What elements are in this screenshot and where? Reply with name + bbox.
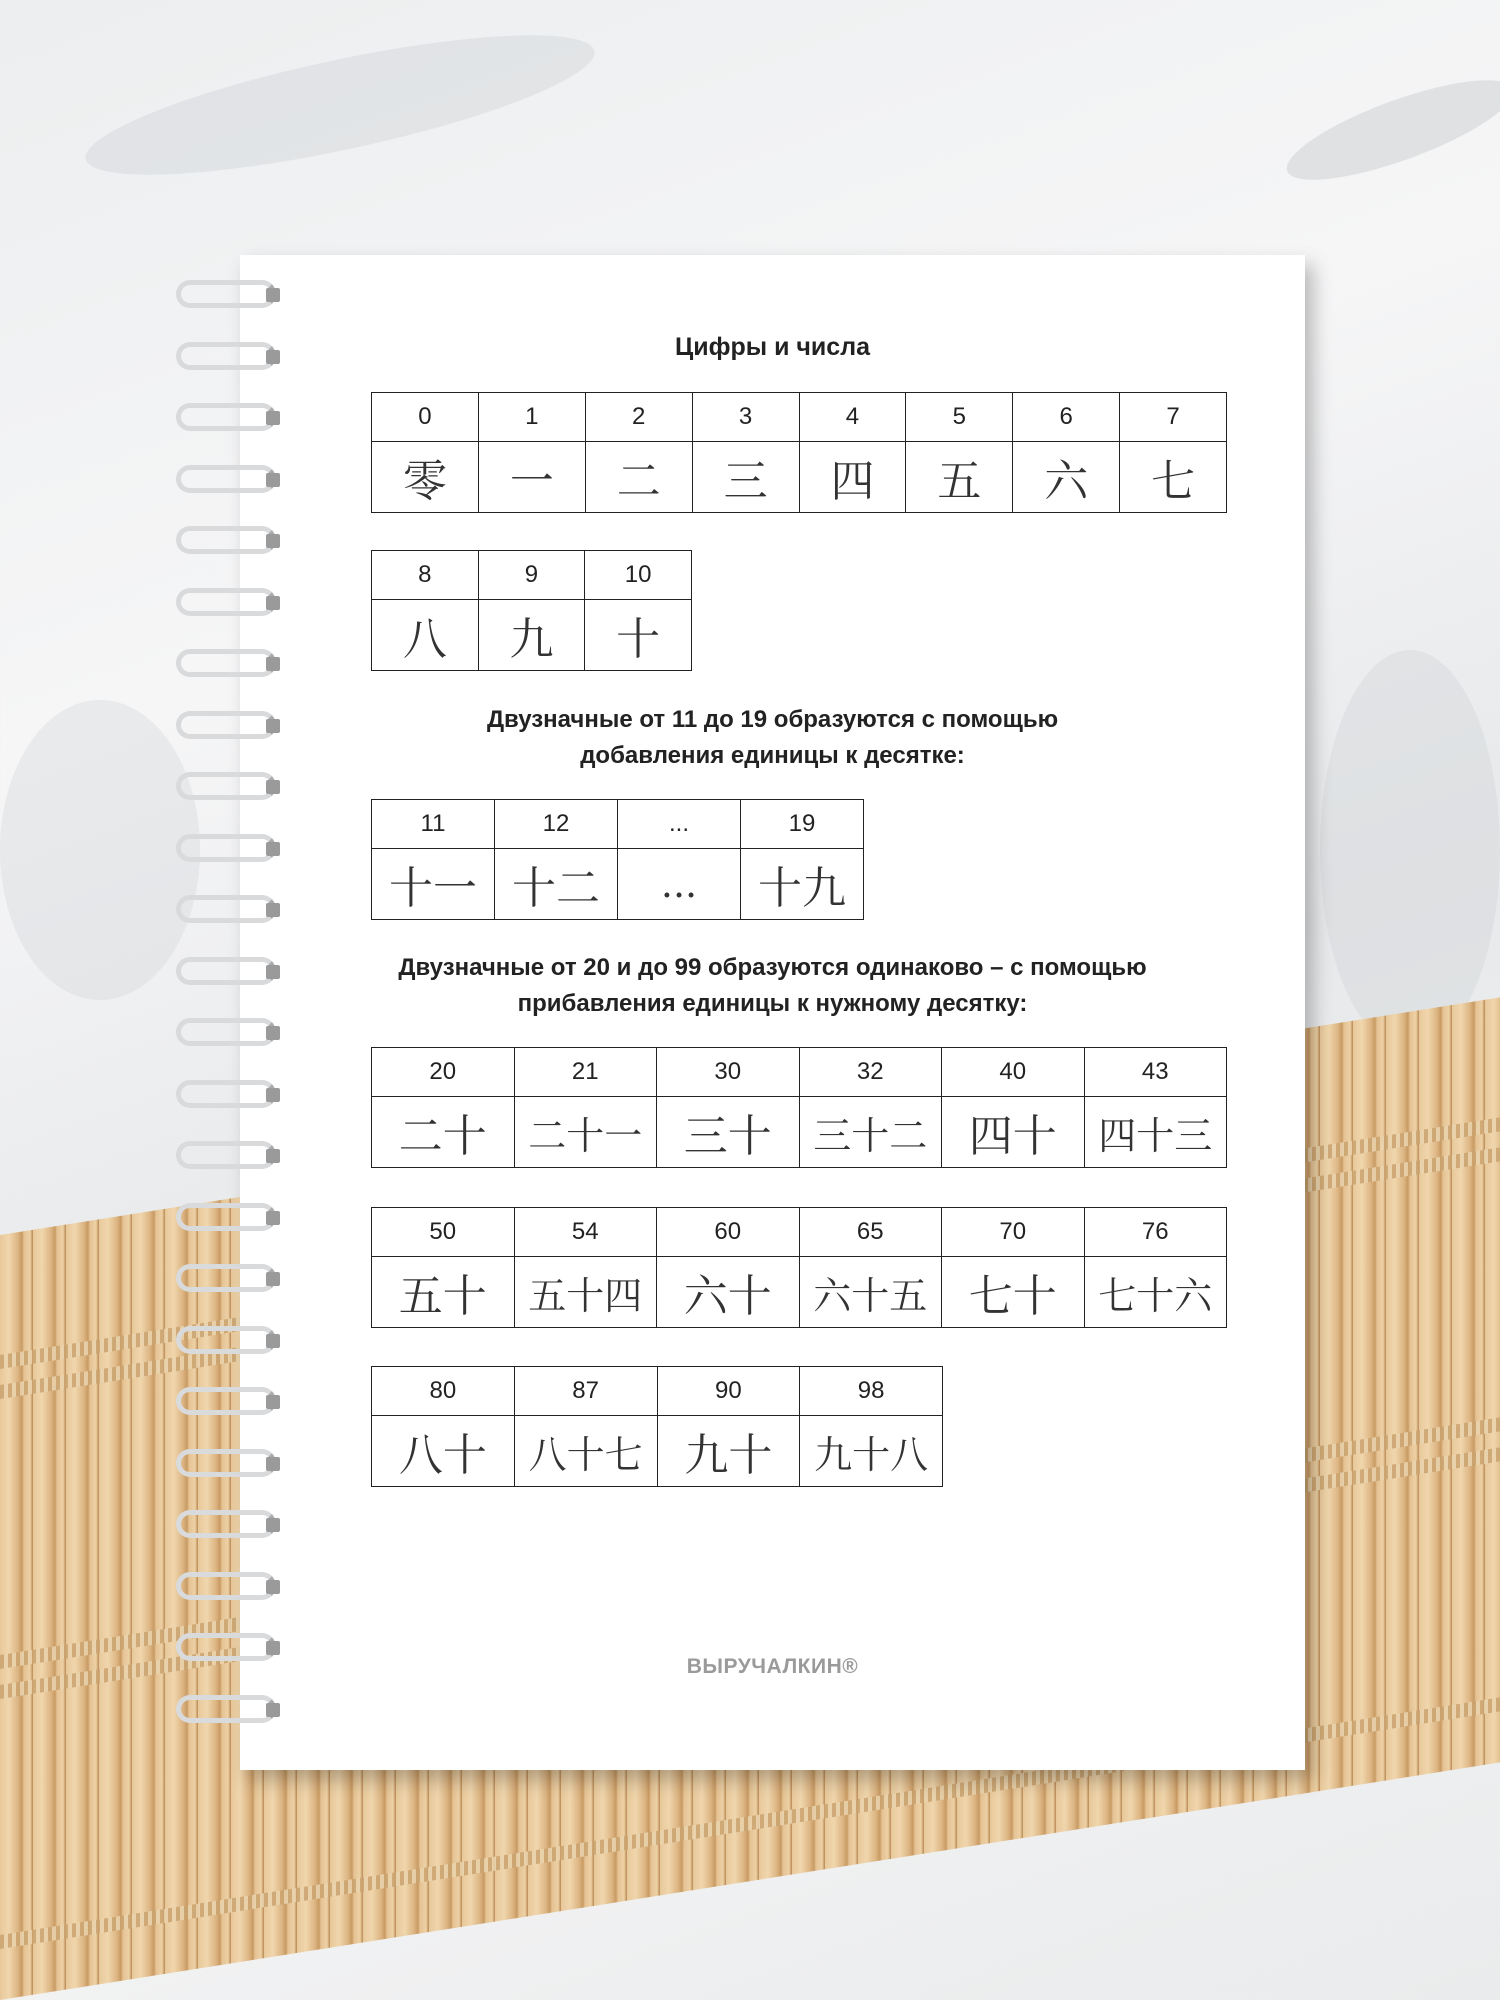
hanzi-cell: 九十	[657, 1416, 800, 1487]
number-cell: 0	[372, 393, 479, 442]
spiral-ring	[176, 895, 276, 923]
spiral-ring	[176, 1510, 276, 1538]
number-cell: 1	[478, 393, 585, 442]
hanzi-cell: 十九	[741, 849, 864, 920]
number-cell: 10	[585, 551, 692, 600]
hanzi-cell: 十二	[495, 849, 618, 920]
spiral-ring	[176, 1633, 276, 1661]
brand-logo: ВЫРУЧАЛКИН®	[686, 1655, 859, 1678]
heading-teens	[240, 702, 1305, 774]
hanzi-cell: ...	[618, 849, 741, 920]
hanzi-cell: 九	[478, 600, 585, 671]
number-cell: 9	[478, 551, 585, 600]
number-cell: 20	[372, 1048, 515, 1097]
binding-hole	[266, 350, 280, 364]
spiral-ring	[176, 588, 276, 616]
binding-hole	[266, 1703, 280, 1717]
number-cell: 4	[799, 393, 906, 442]
number-cell: ...	[618, 800, 741, 849]
spiral-ring	[176, 1326, 276, 1354]
binding-hole	[266, 842, 280, 856]
binding-hole	[266, 1580, 280, 1594]
number-cell: 8	[372, 551, 479, 600]
number-cell: 30	[657, 1048, 800, 1097]
hanzi-cell: 四十三	[1084, 1097, 1227, 1168]
number-cell: 3	[692, 393, 799, 442]
number-cell: 12	[495, 800, 618, 849]
number-cell: 50	[372, 1208, 515, 1257]
binding-hole	[266, 903, 280, 917]
binding-hole	[266, 1149, 280, 1163]
number-cell: 5	[906, 393, 1013, 442]
hanzi-cell: 十	[585, 600, 692, 671]
number-cell: 90	[657, 1367, 800, 1416]
binding-hole	[266, 411, 280, 425]
hanzi-cell: 三十二	[799, 1097, 942, 1168]
hanzi-cell: 五十四	[514, 1257, 657, 1328]
marble-vein	[0, 700, 200, 1000]
hanzi-cell: 二十一	[514, 1097, 657, 1168]
binding-hole	[266, 1641, 280, 1655]
hanzi-cell: 六十五	[799, 1257, 942, 1328]
hanzi-cell: 八十七	[514, 1416, 657, 1487]
hanzi-cell: 六	[1013, 442, 1120, 513]
spiral-ring	[176, 711, 276, 739]
number-cell: 43	[1084, 1048, 1227, 1097]
marble-vein	[1277, 61, 1500, 199]
binding-hole	[266, 1211, 280, 1225]
hanzi-cell: 十一	[372, 849, 495, 920]
number-cell: 21	[514, 1048, 657, 1097]
spiral-ring	[176, 526, 276, 554]
binding-hole	[266, 1457, 280, 1471]
number-cell: 40	[942, 1048, 1085, 1097]
binding-hole	[266, 1026, 280, 1040]
binding-hole	[266, 596, 280, 610]
number-cell: 7	[1120, 393, 1227, 442]
binding-hole	[266, 780, 280, 794]
spiral-ring	[176, 280, 276, 308]
heading-digits: Цифры и числа	[675, 333, 870, 361]
hanzi-cell: 九十八	[800, 1416, 943, 1487]
spiral-binding	[176, 280, 286, 1740]
marble-vein	[76, 7, 603, 203]
hanzi-cell: 三	[692, 442, 799, 513]
spiral-ring	[176, 1387, 276, 1415]
binding-hole	[266, 1395, 280, 1409]
hanzi-cell: 七	[1120, 442, 1227, 513]
number-cell: 80	[372, 1367, 515, 1416]
heading-teens-line1: Двузначные от 11 до 19 образуются с помощью	[486, 706, 1059, 733]
number-cell: 2	[585, 393, 692, 442]
hanzi-cell: 三十	[657, 1097, 800, 1168]
binding-hole	[266, 1272, 280, 1286]
binding-hole	[266, 473, 280, 487]
number-cell: 6	[1013, 393, 1120, 442]
spiral-ring	[176, 649, 276, 677]
tens-table-a	[371, 1047, 1227, 1168]
spiral-ring	[176, 403, 276, 431]
heading-teens-line2: добавления единицы к десятке:	[580, 742, 965, 769]
number-cell: 19	[741, 800, 864, 849]
digits-table-b	[371, 550, 692, 671]
binding-hole	[266, 1088, 280, 1102]
hanzi-cell: 六十	[657, 1257, 800, 1328]
hanzi-cell: 八	[372, 600, 479, 671]
binding-hole	[266, 1518, 280, 1532]
hanzi-cell: 七十六	[1084, 1257, 1227, 1328]
heading-tens	[240, 950, 1305, 1022]
spiral-ring	[176, 1449, 276, 1477]
spiral-ring	[176, 1572, 276, 1600]
tens-table-b	[371, 1207, 1227, 1328]
notebook-page	[240, 255, 1305, 1770]
hanzi-cell: 四十	[942, 1097, 1085, 1168]
tens-table-c	[371, 1366, 943, 1487]
number-cell: 11	[372, 800, 495, 849]
spiral-ring	[176, 1141, 276, 1169]
binding-hole	[266, 965, 280, 979]
binding-hole	[266, 534, 280, 548]
spiral-ring	[176, 342, 276, 370]
binding-hole	[266, 719, 280, 733]
hanzi-cell: 四	[799, 442, 906, 513]
hanzi-cell: 一	[478, 442, 585, 513]
spiral-ring	[176, 465, 276, 493]
spiral-ring	[176, 1080, 276, 1108]
number-cell: 60	[657, 1208, 800, 1257]
spiral-ring	[176, 1264, 276, 1292]
number-cell: 70	[942, 1208, 1085, 1257]
number-cell: 54	[514, 1208, 657, 1257]
spiral-ring	[176, 1695, 276, 1723]
spiral-ring	[176, 834, 276, 862]
spiral-ring	[176, 1203, 276, 1231]
hanzi-cell: 七十	[942, 1257, 1085, 1328]
heading-tens-line1: Двузначные от 20 и до 99 образуются одинаково – с помощью	[398, 954, 1147, 981]
number-cell: 65	[799, 1208, 942, 1257]
spiral-ring	[176, 957, 276, 985]
hanzi-cell: 零	[372, 442, 479, 513]
hanzi-cell: 五十	[372, 1257, 515, 1328]
hanzi-cell: 二十	[372, 1097, 515, 1168]
binding-hole	[266, 657, 280, 671]
digits-table-a	[371, 392, 1227, 513]
marble-vein	[1320, 650, 1500, 1050]
heading-tens-line2: прибавления единицы к нужному десятку:	[517, 990, 1028, 1017]
spiral-ring	[176, 1018, 276, 1046]
binding-hole	[266, 1334, 280, 1348]
number-cell: 32	[799, 1048, 942, 1097]
number-cell: 76	[1084, 1208, 1227, 1257]
binding-hole	[266, 288, 280, 302]
hanzi-cell: 二	[585, 442, 692, 513]
number-cell: 87	[514, 1367, 657, 1416]
hanzi-cell: 五	[906, 442, 1013, 513]
hanzi-cell: 八十	[372, 1416, 515, 1487]
teens-table	[371, 799, 864, 920]
number-cell: 98	[800, 1367, 943, 1416]
spiral-ring	[176, 772, 276, 800]
